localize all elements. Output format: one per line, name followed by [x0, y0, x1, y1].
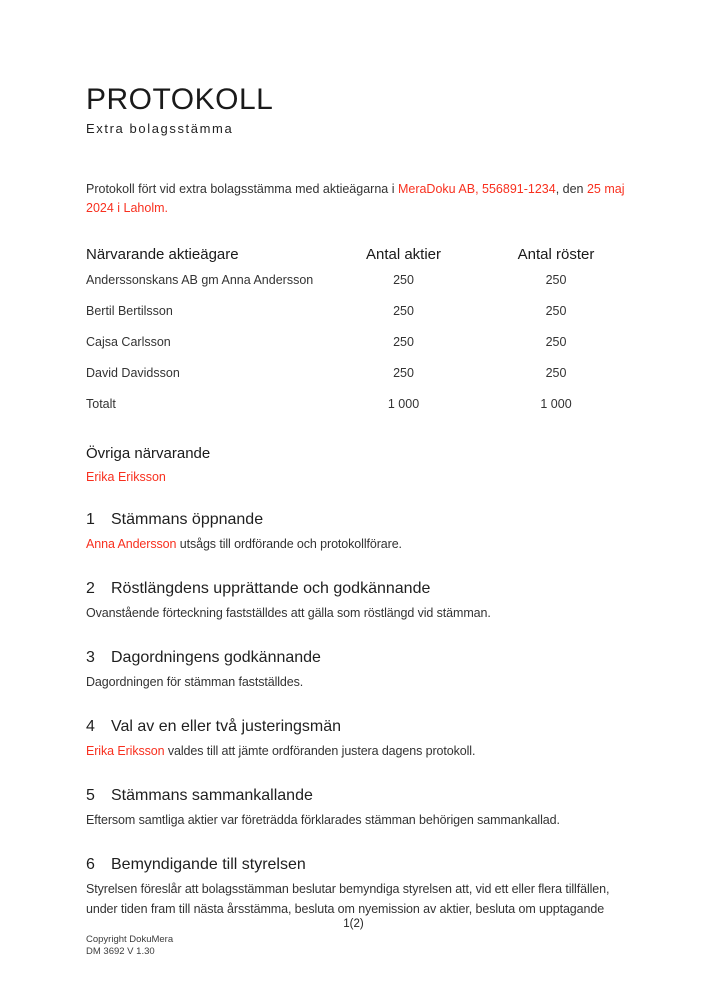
table-row [86, 366, 621, 397]
footer-copyright [86, 934, 173, 957]
section-heading [86, 855, 630, 874]
votes-cell: 250 [545, 304, 567, 318]
section-heading [86, 786, 630, 805]
page-number: 1(2) [343, 918, 364, 930]
shares-cell: 250 [393, 304, 414, 318]
footer-copyright-line2: DM 3692 V 1.30 [86, 945, 155, 957]
text-segment: MeraDoku AB, 556891-1234 [397, 182, 556, 196]
attendee-name-cell: Bertil Bertilsson [86, 304, 173, 318]
section-number: 2 [86, 580, 95, 597]
sections-container [86, 510, 630, 919]
section-5 [86, 786, 630, 830]
votes-cell: 250 [545, 335, 567, 349]
attendee-name-cell: Totalt [86, 397, 116, 411]
shares-cell: 250 [393, 366, 414, 380]
table-row [86, 304, 621, 335]
section-body [86, 810, 630, 830]
section-number: 3 [86, 649, 95, 666]
section-1 [86, 510, 630, 554]
attendees-table-header-row [86, 246, 621, 273]
document-subtitle: Extra bolagsstämma [86, 121, 234, 136]
others-present-name: Erika Eriksson [86, 470, 166, 484]
section-body [86, 879, 630, 919]
section-title: Röstlängdens upprättande och godkännande [111, 580, 431, 597]
section-3 [86, 648, 630, 692]
text-segment: valdes till att jämte ordföranden justera dagens protokoll. [164, 744, 476, 758]
section-body [86, 534, 630, 554]
document-title: PROTOKOLL [86, 83, 274, 116]
section-heading [86, 648, 630, 667]
section-number: 1 [86, 511, 95, 528]
attendee-name-cell: Anderssonskans AB gm Anna Andersson [86, 273, 314, 287]
section-title: Dagordningens godkännande [111, 649, 321, 666]
section-number: 6 [86, 856, 95, 873]
text-segment: Eftersom samtliga aktier var företrädda förklarades stämman behörigen sammankallad. [86, 813, 560, 827]
section-number: 4 [86, 718, 95, 735]
table-row [86, 335, 621, 366]
table-row [86, 397, 621, 411]
shares-cell: 250 [393, 335, 414, 349]
column-header-votes: Antal röster [517, 246, 595, 263]
attendee-name-cell: Cajsa Carlsson [86, 335, 171, 349]
text-segment: utsågs till ordförande och protokollförare. [176, 537, 402, 551]
votes-cell: 1 000 [540, 397, 572, 411]
text-segment: Ovanstående förteckning fastställdes att gälla som röstlängd vid stämman. [86, 606, 491, 620]
votes-cell: 250 [545, 273, 567, 287]
text-segment: 25 maj 2024 i Laholm. [86, 182, 625, 215]
text-segment: Protokoll fört vid extra bolagsstämma med aktieägarna i [86, 182, 398, 196]
footer-copyright-line1: Copyright DokuMera [86, 934, 174, 945]
others-present-block [86, 445, 630, 485]
others-present-heading: Övriga närvarande [86, 445, 211, 462]
intro-paragraph [86, 180, 630, 217]
shares-cell: 250 [393, 273, 414, 287]
section-title: Bemyndigande till styrelsen [111, 856, 306, 873]
section-body [86, 672, 630, 692]
section-number: 5 [86, 787, 95, 804]
column-header-shares: Antal aktier [365, 246, 442, 263]
section-heading [86, 510, 630, 529]
text-segment: , den [555, 182, 587, 196]
votes-cell: 250 [545, 366, 567, 380]
section-title: Stämmans sammankallande [111, 787, 313, 804]
attendee-name-cell: David Davidsson [86, 366, 180, 380]
section-heading [86, 717, 630, 736]
section-body [86, 603, 630, 623]
section-heading [86, 579, 630, 598]
section-title: Stämmans öppnande [111, 511, 264, 528]
section-body [86, 741, 630, 761]
section-2 [86, 579, 630, 623]
text-segment: Erika Eriksson [86, 744, 165, 758]
text-segment: Dagordningen för stämman fastställdes. [86, 675, 304, 689]
text-segment: Anna Andersson [86, 537, 177, 551]
section-title: Val av en eller två justeringsmän [111, 718, 342, 735]
section-6 [86, 855, 630, 919]
text-segment: Styrelsen föreslår att bolagsstämman beslutar bemyndiga styrelsen att, vid ett eller flera tillfällen, under tiden fram till nästa årsstämma, besluta om nyemission av aktier, besluta om upptagande [86, 882, 610, 916]
attendees-table [86, 246, 621, 411]
section-4 [86, 717, 630, 761]
table-row [86, 273, 621, 304]
shares-cell: 1 000 [387, 397, 420, 411]
column-header-attendees: Närvarande aktieägare [86, 246, 239, 263]
